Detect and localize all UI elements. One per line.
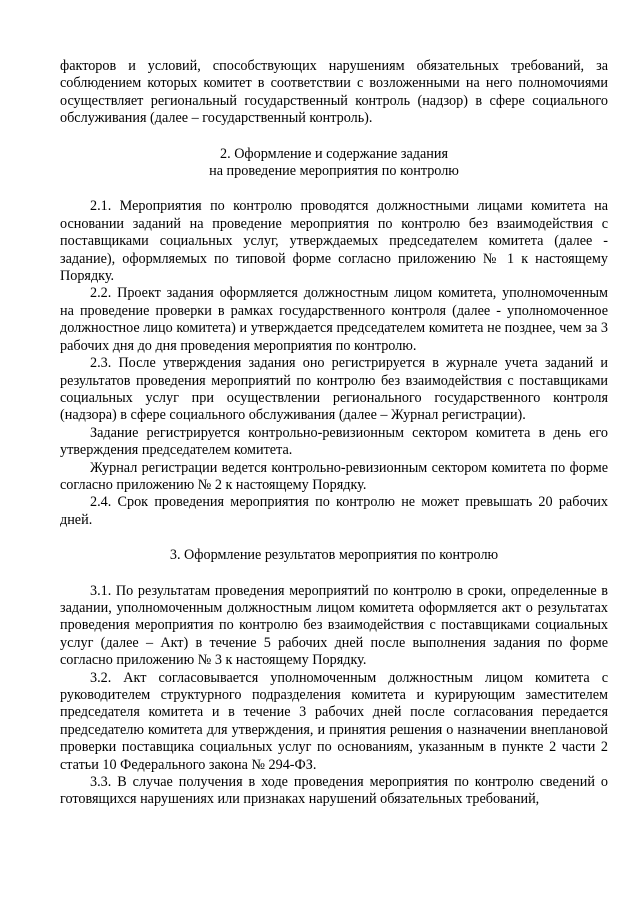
paragraph-3-3: 3.3. В случае получения в ходе проведения мероприятия по контролю сведений о готовящихся нарушениях или признаках нарушений обязательных требований, [60,774,608,808]
paragraph-2-2: 2.2. Проект задания оформляется должностным лицом комитета, уполномоченным на проведение проверки в рамках государственного контроля (далее - уполномоченное должностное лицо комитета) и утверждается председателем комитета не позднее, чем за 3 рабочих дня до дня проведения мероприятия по контролю. [60,285,608,354]
paragraph-2-3: 2.3. После утверждения задания оно регистрируется в журнале учета заданий и результатов проведения мероприятий по контролю без взаимодействия с поставщиками социальных услуг при осуществлении регионального государственного контроля (надзора) в сфере социального обслуживания (далее – Журнал регистрации). [60,355,608,424]
paragraph-3-2: 3.2. Акт согласовывается уполномоченным должностным лицом комитета с руководителем структурного подразделения комитета и курирующим заместителем председателя комитета и в течение 3 рабочих дней после согласования передается председателю комитета для утверждения, и принятия решения о назначении внеплановой проверки поставщика социальных услуг по основаниям, указанным в пункте 2 части 2 статьи 10 Федерального закона № 294-ФЗ. [60,669,608,773]
section-2-heading-line-2: на проведение мероприятия по контролю [209,163,459,180]
paragraph-3-1: 3.1. По результатам проведения мероприятий по контролю в сроки, определенные в задании, уполномоченным должностным лицом комитета оформляется акт о результатах проведения мероприятия по контролю без взаимодействия с поставщиками социальных услуг (далее – Акт) в течение 5 рабочих дней после выполнения задания по форме согласно приложению № 3 к настоящему Порядку. [60,582,608,669]
spacer [60,529,608,547]
spacer [60,128,608,146]
spacer [60,180,608,198]
paragraph-2-4: 2.4. Срок проведения мероприятия по контролю не может превышать 20 рабочих дней. [60,494,608,528]
section-3-heading: 3. Оформление результатов мероприятия по контролю [169,547,499,564]
section-2-heading-line-1: 2. Оформление и содержание задания [220,145,448,162]
paragraph-2-3-journal: Журнал регистрации ведется контрольно-ревизионным сектором комитета по форме согласно приложению № 2 к настоящему Порядку. [60,459,608,493]
spacer [60,565,608,583]
paragraph-2-3-registration: Задание регистрируется контрольно-ревизионным сектором комитета в день его утверждения председателем комитета. [60,424,608,459]
paragraph-2-1: 2.1. Мероприятия по контролю проводятся должностными лицами комитета на основании заданий на проведение мероприятия по контролю без взаимодействия с поставщиками социальных услуг, утверждаемых председателем комитета (далее - задание), оформляемых по типовой форме согласно приложению № 1 к настоящему Порядку. [60,198,608,285]
opening-paragraph: факторов и условий, способствующих нарушениям обязательных требований, за соблюдением которых комитет в соответствии с возложенными на него полномочиями осуществляет региональный государственный контроль (надзор) в сфере социального обслуживания (далее – государственный контроль). [60,58,608,127]
